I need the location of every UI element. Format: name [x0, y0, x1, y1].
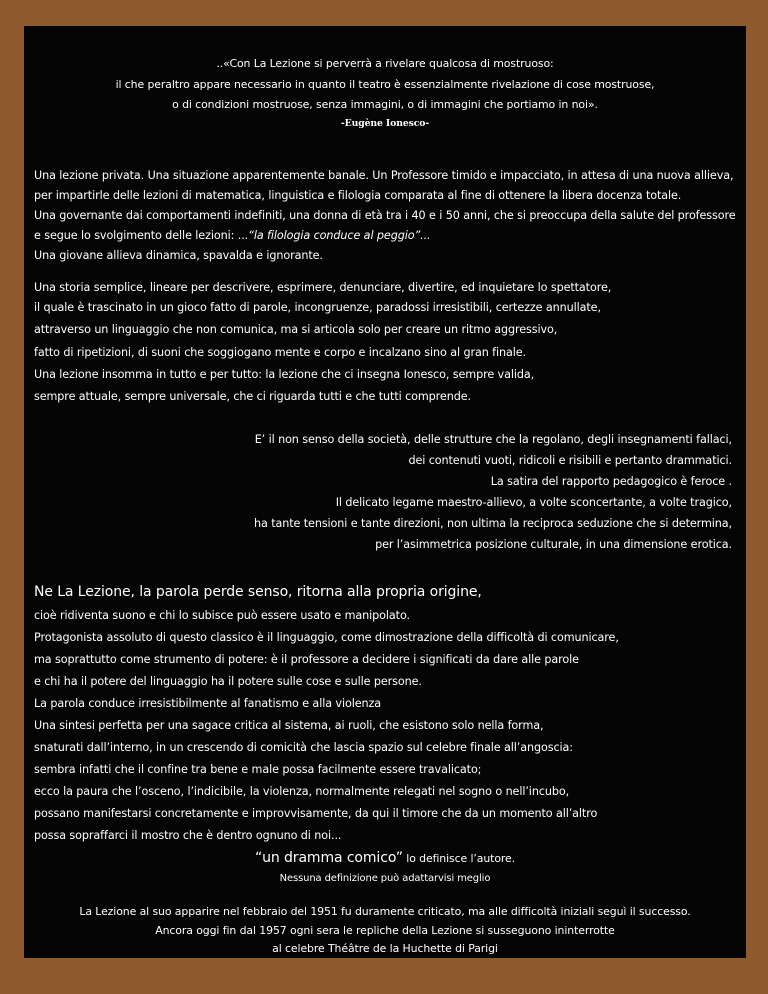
nonsense-line-3: La satira del rapporto pedagogico è feroce .	[490, 475, 732, 488]
document-page	[24, 26, 746, 958]
definition-line-1	[24, 848, 746, 869]
history-line-2: Ancora oggi fin dal 1957 ogni sera le repliche della Lezione si susseguono ininterrotte	[155, 924, 615, 937]
story-line-4: fatto di ripetizioni, di suoni che soggiogano mente e corpo e incalzano sino al gran finale.	[34, 346, 526, 359]
nonsense-line-5: ha tante tensioni e tante direzioni, non ultima la reciproca seduzione che si determina,	[254, 517, 732, 530]
nonsense-line-1: E’ il non senso della società, delle strutture che la regolano, degli insegnamenti fallaci,	[254, 433, 732, 446]
language-line-10: ecco la paura che l’osceno, l’indicibile, la violenza, normalmente relegati nel sogno o nell’incubo,	[34, 785, 570, 798]
language-line-11: possano manifestarsi concretamente e improvvisamente, da qui il timore che da un momento all’altro	[34, 807, 598, 820]
nonsense-line-6: per l’asimmetrica posizione culturale, in una dimensione erotica.	[375, 538, 732, 551]
language-line-3: Protagonista assoluto di questo classico è il linguaggio, come dimostrazione della difficoltà di comunicare,	[34, 631, 619, 644]
language-line-7: Una sintesi perfetta per una sagace critica al sistema, ai ruoli, che esistono solo nella forma,	[34, 719, 544, 732]
nonsense-line-4: Il delicato legame maestro-allievo, a volte sconcertante, a volte tragico,	[335, 496, 732, 509]
story-line-1: Una storia semplice, lineare per descrivere, esprimere, denunciare, divertire, ed inquietare lo spettatore,	[34, 281, 612, 294]
language-line-6: La parola conduce irresistibilmente al fanatismo e alla violenza	[34, 697, 382, 710]
quote-line-1: ..«Con La Lezione si perverrà a rivelare qualcosa di mostruoso:	[216, 57, 554, 70]
intro-line-4-text: e segue lo svolgimento delle lezioni: ...	[34, 229, 249, 242]
story-line-5: Una lezione insomma in tutto e per tutto: la lezione che ci insegna Ionesco, sempre valida,	[34, 368, 535, 381]
language-line-12: possa sopraffarci il mostro che è dentro ognuno di noi...	[34, 829, 342, 842]
nonsense-line-2: dei contenuti vuoti, ridicoli e risibili e pertanto drammatici.	[408, 454, 732, 467]
intro-line-3: Una governante dai comportamenti indefiniti, una donna di età tra i 40 e i 50 anni, che si preoccupa della salute del professore	[34, 209, 736, 222]
intro-line-1: Una lezione privata. Una situazione apparentemente banale. Un Professore timido e impacciato, in attesa di una nuova allieva,	[34, 169, 734, 182]
story-line-3: attraverso un linguaggio che non comunica, ma si articola solo per creare un ritmo aggressivo,	[34, 323, 558, 336]
quote-line-3: o di condizioni mostruose, senza immagini, o di immagini che portiamo in noi».	[172, 98, 598, 111]
language-line-2: cioè ridiventa suono e chi lo subisce può essere usato e manipolato.	[34, 609, 410, 622]
definition-line-2: Nessuna definizione può adattarvisi meglio	[279, 873, 491, 884]
definition-rest: lo definisce l’autore.	[402, 852, 516, 865]
story-line-2: il quale è trascinato in un gioco fatto di parole, incongruenze, paradossi irresistibili, certezze annullate,	[34, 301, 601, 314]
quote-author: -Eugène Ionesco-	[340, 118, 430, 129]
intro-line-5: Una giovane allieva dinamica, spavalda e ignorante.	[34, 249, 323, 262]
intro-line-2: per impartirle delle lezioni di matematica, linguistica e filologia comparata al fine di ottenere la libera docenza totale.	[34, 189, 682, 202]
language-line-4: ma soprattutto come strumento di potere: è il professore a decidere i significati da dare alle parole	[34, 653, 579, 666]
quote-line-2: il che peraltro appare necessario in quanto il teatro è essenzialmente rivelazione di cose mostruose,	[115, 78, 655, 91]
language-line-8: snaturati dall’interno, in un crescendo di comicità che lascia spazio sul celebre finale all’angoscia:	[34, 741, 573, 754]
language-line-9: sembra infatti che il confine tra bene e male possa facilmente essere travalicato;	[34, 763, 482, 776]
intro-quote: “la filologia conduce al peggio”...	[248, 229, 431, 242]
language-line-1: Ne La Lezione, la parola perde senso, ritorna alla propria origine,	[34, 584, 482, 600]
language-line-5: e chi ha il potere del linguaggio ha il potere sulle cose e sulle persone.	[34, 675, 422, 688]
definition-quote: “un dramma comico”	[254, 850, 403, 866]
history-line-1: La Lezione al suo apparire nel febbraio del 1951 fu duramente criticato, ma alle difficoltà iniziali seguì il successo.	[79, 905, 691, 918]
intro-line-4	[34, 226, 431, 246]
history-line-3: al celebre Théâtre de la Huchette di Parigi	[272, 942, 498, 955]
story-line-6: sempre attuale, sempre universale, che ci riguarda tutti e che tutti comprende.	[34, 390, 471, 403]
